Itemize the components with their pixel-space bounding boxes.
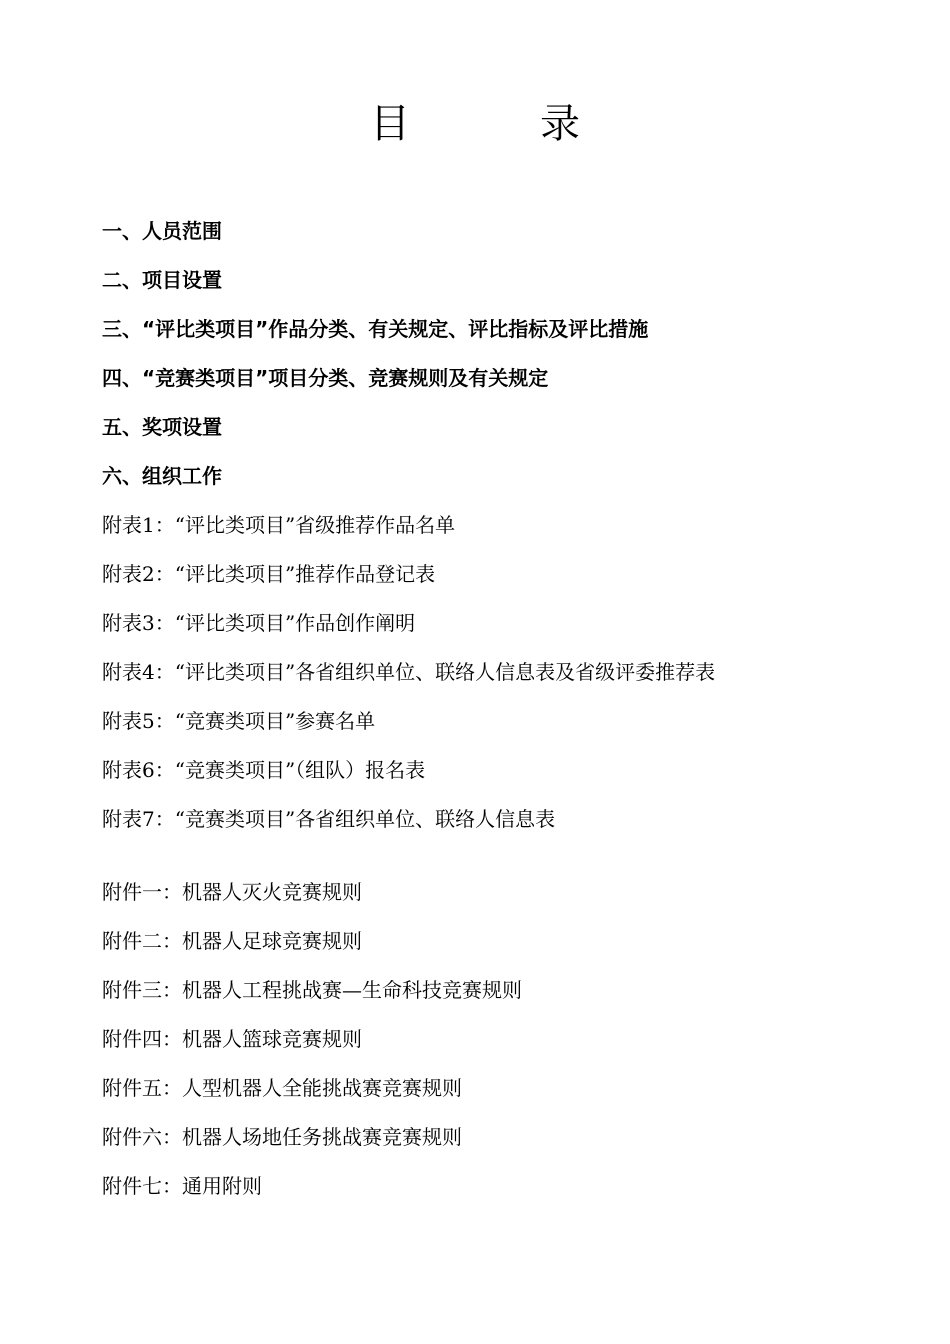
toc-attachment-2: 附件二：机器人足球竞赛规则: [102, 929, 362, 953]
toc-table-7: 附表7：“竞赛类项目”各省组织单位、联络人信息表: [102, 807, 556, 831]
toc-table-6: 附表6：“竞赛类项目”（组队）报名表: [102, 758, 426, 782]
toc-attachment-6: 附件六：机器人场地任务挑战赛竞赛规则: [102, 1125, 462, 1149]
toc-section-3: 三、“评比类项目”作品分类、有关规定、评比指标及评比措施: [102, 317, 649, 341]
toc-section-5: 五、奖项设置: [102, 415, 222, 439]
toc-section-6: 六、组织工作: [102, 464, 222, 488]
toc-section-2: 二、项目设置: [102, 268, 222, 292]
section-spacer: [102, 846, 902, 870]
toc-table-2: 附表2：“评比类项目”推荐作品登记表: [102, 562, 436, 586]
toc-attachment-7: 附件七：通用附则: [102, 1174, 262, 1198]
toc-section-1: 一、人员范围: [102, 219, 222, 243]
toc-table-4: 附表4：“评比类项目”各省组织单位、联络人信息表及省级评委推荐表: [102, 660, 716, 684]
table-of-contents: [102, 209, 902, 1213]
toc-attachment-3: 附件三：机器人工程挑战赛—生命科技竞赛规则: [102, 978, 522, 1002]
toc-attachment-1: 附件一：机器人灭火竞赛规则: [102, 880, 362, 904]
toc-section-4: 四、“竞赛类项目”项目分类、竞赛规则及有关规定: [102, 366, 549, 390]
toc-attachment-5: 附件五：人型机器人全能挑战赛竞赛规则: [102, 1076, 462, 1100]
toc-attachment-4: 附件四：机器人篮球竞赛规则: [102, 1027, 362, 1051]
toc-table-3: 附表3：“评比类项目”作品创作阐明: [102, 611, 416, 635]
page-title: [0, 96, 950, 152]
toc-table-1: 附表1：“评比类项目”省级推荐作品名单: [102, 513, 456, 537]
toc-table-5: 附表5：“竞赛类项目”参赛名单: [102, 709, 376, 733]
title-char-1: 目: [370, 101, 410, 147]
title-char-2: 录: [540, 101, 580, 147]
